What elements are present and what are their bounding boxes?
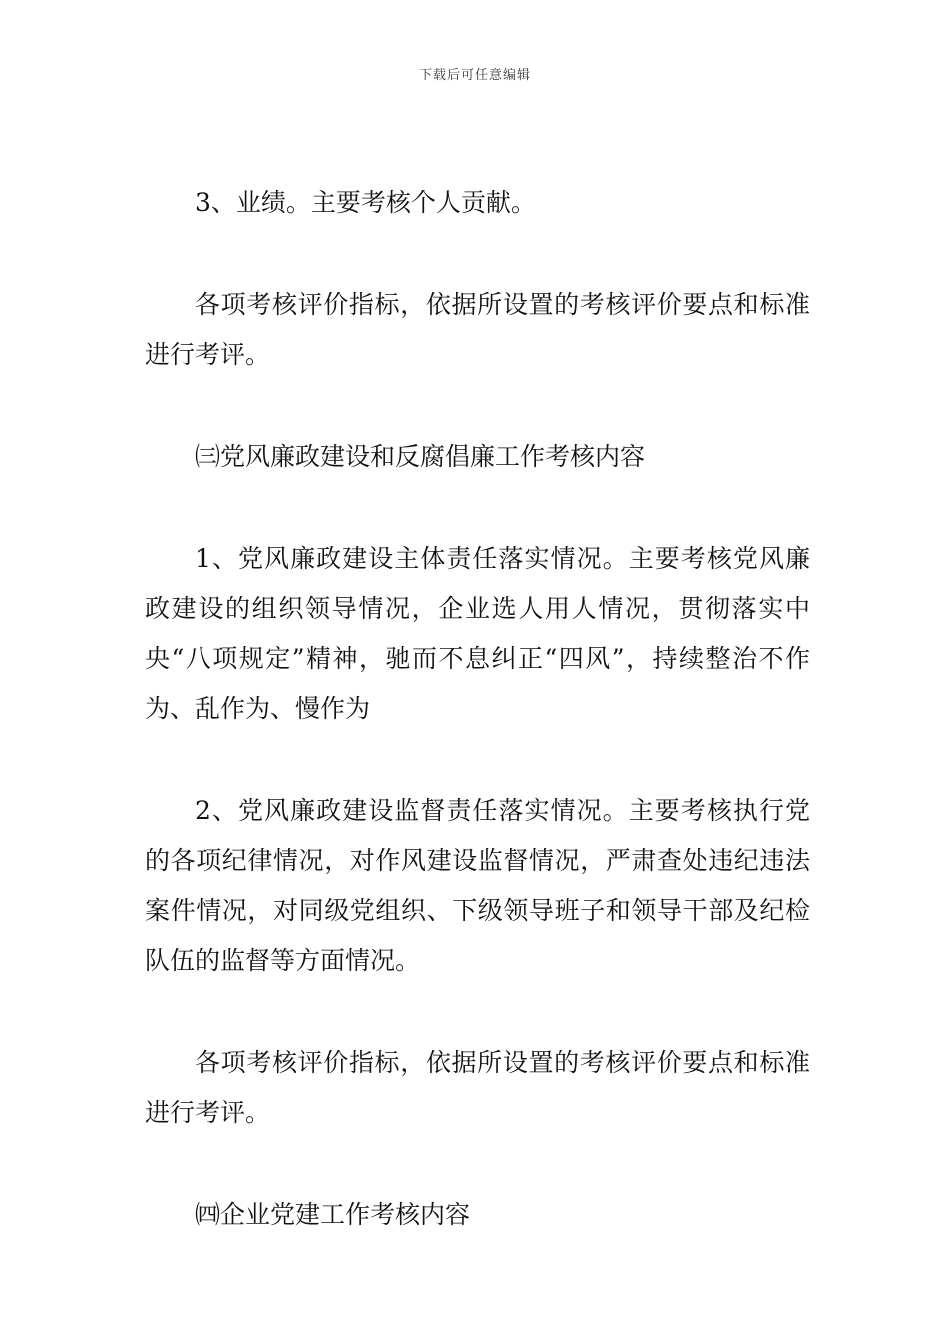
paragraph-evaluation-criteria: 各项考核评价指标，依据所设置的考核评价要点和标准进行考评。: [145, 290, 810, 369]
section-heading-integrity: ㈢党风廉政建设和反腐倡廉工作考核内容: [195, 442, 646, 471]
section-heading-party-building: ㈣企业党建工作考核内容: [195, 1200, 471, 1229]
paragraph-main-responsibility: 1、党风廉政建设主体责任落实情况。主要考核党风廉政建设的组织领导情况，企业选人用人情况，贯彻落实中央“八项规定”精神，驰而不息纠正“四风”，持续整治不作为、乱作为、慢作为: [145, 544, 810, 723]
document-body: [145, 178, 810, 1292]
paragraph-performance: 3、业绩。主要考核个人贡献。: [195, 188, 536, 217]
page-header-note: 下载后可任意编辑: [418, 68, 531, 83]
paragraph-supervision-responsibility: 2、党风廉政建设监督责任落实情况。主要考核执行党的各项纪律情况，对作风建设监督情况，严肃查处违纪违法案件情况，对同级党组织、下级领导班子和领导干部及纪检队伍的监督等方面情况。: [145, 796, 810, 975]
paragraph-evaluation-criteria-2: 各项考核评价指标，依据所设置的考核评价要点和标准进行考评。: [145, 1048, 810, 1127]
